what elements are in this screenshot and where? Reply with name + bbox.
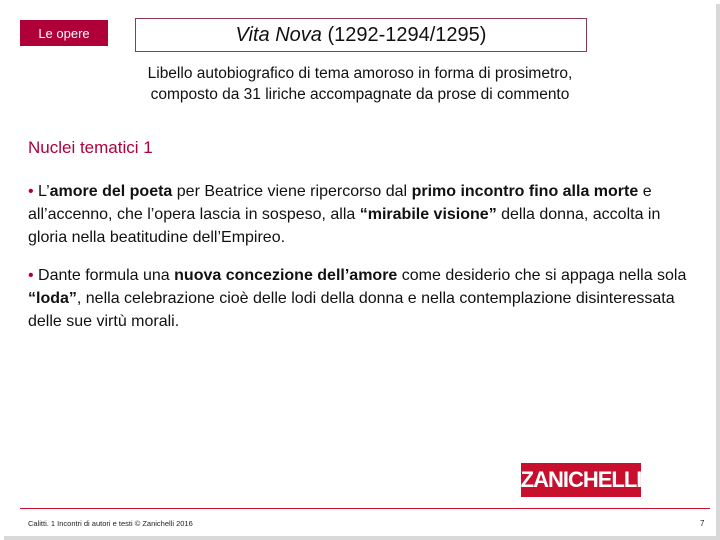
- subtitle: [100, 63, 620, 105]
- zanichelli-logo: ZANICHELLI: [521, 463, 641, 497]
- emphasis-text: amore del poeta: [49, 183, 173, 200]
- emphasis-text: “mirabile visione”: [359, 206, 497, 223]
- title-dates: (1292-1294/1295): [321, 23, 487, 46]
- footer-credit: Calitti. 1 Incontri di autori e testi © Zanichelli 2016: [28, 519, 193, 528]
- slide-shadow-right: [716, 4, 720, 540]
- body-text: Dante formula una: [33, 267, 175, 284]
- body-text: come desiderio che si appaga nella sola: [397, 267, 687, 284]
- emphasis-text: primo incontro fino alla morte: [411, 183, 639, 200]
- footer-divider: [20, 508, 710, 509]
- emphasis-text: nuova concezione dell’amore: [174, 267, 398, 284]
- body-text: e all’accenno, che l’opera lascia in sospeso, alla: [28, 183, 652, 223]
- slide-title: [135, 18, 587, 52]
- section-heading: Nuclei tematici 1: [28, 138, 153, 157]
- body-text: L’: [33, 183, 50, 200]
- bullet-icon: •: [28, 267, 34, 284]
- subtitle-line-1: Libello autobiografico di tema amoroso in forma di prosimetro,: [147, 65, 573, 82]
- body-text: , nella celebrazione cioè delle lodi della donna e nella contemplazione disinteressata delle sue virtù morali.: [28, 290, 675, 330]
- page-number: 7: [700, 519, 705, 528]
- subtitle-line-2: composto da 31 liriche accompagnate da prose di commento: [150, 86, 570, 103]
- bullet-icon: •: [28, 183, 34, 200]
- emphasis-text: “loda”: [28, 290, 77, 307]
- body-text: per Beatrice viene ripercorso dal: [172, 183, 412, 200]
- title-work-name: Vita Nova: [235, 23, 322, 46]
- section-tag: Le opere: [20, 20, 108, 46]
- slide-shadow-bottom: [4, 536, 720, 540]
- body-text: della donna, accolta in gloria nella beatitudine dell’Empireo.: [28, 206, 661, 246]
- paragraph-1: [28, 180, 688, 249]
- paragraph-2: [28, 264, 688, 333]
